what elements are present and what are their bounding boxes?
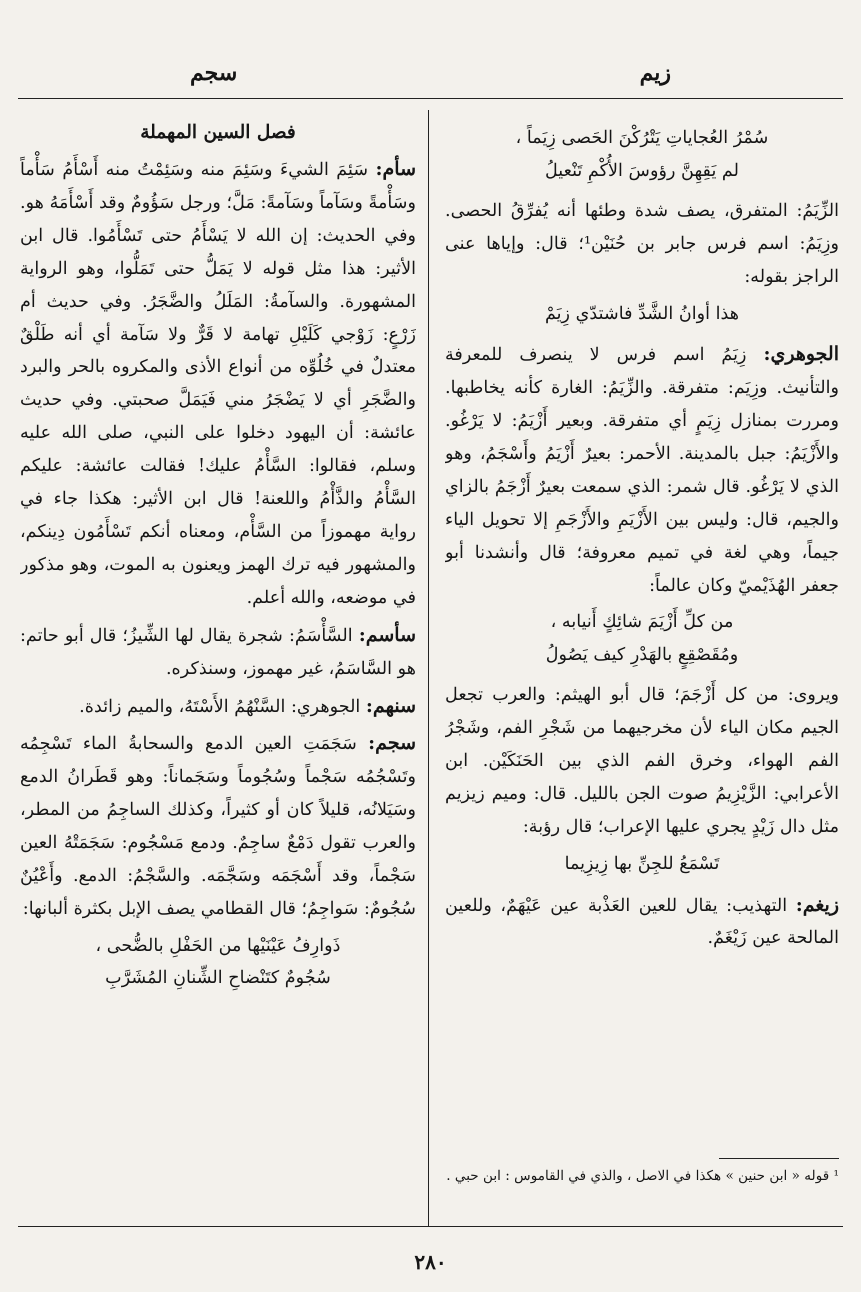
entry-text: زِيَمُ اسم فرس لا ينصرف للمعرفة والتأنيث. وزِيَم: متفرقة. والزِّيَمُ: الغارة كأنه يخاطبها. ومررت بمنازل زِيَمٍ أي متفرقة. وبعير أَزْيَمُ: لا يَرْغُو. والأَزْيَمُ: جبل بالمدينة. الأحمر: بعيرٌ أَزْيَمُ وأَسْجَمُ، وهو الذي لا يَرْغُو. قال شمر: الذي سمعت بعيرٌ أَزْجَمُ بالزاي والجيم، قال: وليس بين الأَزْيَمِ والأَزْجَمِ إلا تحويل الياء جيماً، وهي لغة في تميم معروفة؛ قال وأنشدنا أبو جعفر الهُذَيْميّ وكان عالماً: <box>445 345 839 596</box>
entry-paragraph <box>445 338 839 602</box>
entry-headword: سأسم: <box>358 623 416 646</box>
entry-text: الجوهري: السَّنْهُمُ الأَسْتَهُ، والميم زائدة. <box>79 696 361 717</box>
verse-block <box>20 930 416 995</box>
left-column <box>20 118 416 1192</box>
footer-rule <box>18 1226 843 1227</box>
entry-text: سَجَمَتِ العين الدمع والسحابةُ الماء تَسْجِمُه وتَسْجُمُه سَجْماً وسُجُوماً وسَجَماناً: وهو قَطَرانُ الدمع وسَيَلانُه، قليلاً كان أو كثيراً، وكذلك الساجِمُ من المطر، والعرب تقول دَمْعٌ ساجِمٌ. ودمع مَسْجُوم: سَجَمَتْهُ العين سَجْماً، وقد أَسْجَمَه وسَجَّمَه. والسَّجْمُ: الدمع. وأَعْيُنٌ سُجُومٌ: سَواجِمُ؛ قال القطامي يصف الإبل بكثرة ألبانها: <box>20 734 416 919</box>
footnote: ¹ قوله « ابن حنين » هكذا في الاصل ، والذي في القاموس : ابن حبي . <box>446 1168 839 1184</box>
entry-headword: سجم: <box>368 732 416 755</box>
footnote-rule <box>719 1158 839 1159</box>
verse-block <box>445 122 839 187</box>
entry-paragraph <box>20 619 416 686</box>
entry-headword: سنهم: <box>365 694 416 717</box>
running-header-right: زيم <box>639 60 671 86</box>
entry-text: سَئِمَ الشيءَ وسَئِمَ منه وسَئِمْتُ منه أَسْأَمُ سَأْماً وسَأْمةً وسَآماً وسَآمةً: مَلَّ؛ ورجل سَؤُومٌ وقد أَسْأَمَهُ هو. وفي الحديث: إن الله لا يَسْأَمُ حتى تَسْأَمُوا. قال ابن الأثير: هذا مثل قوله لا يَمَلُّ حتى تَمَلُّوا، وهو الرواية المشهورة. والسآمةُ: المَلَلُ والضَّجَرُ. وفي حديث أم زَرْعٍ: زَوْجي كَلَيْلِ تهامة لا قَرٌّ ولا سَآمة أي أنه طَلْقٌ معتدلٌ في خُلُوِّه من أنواع الأذى والمكروه بالحر والبرد والضَّجَرِ أي لا يَضْجَرُ مني فَيَمَلَّ صحبتي. وفي حديث عائشة: أن اليهود دخلوا على النبي، صلى الله عليه وسلم، فقالوا: السَّأْمُ عليك! فقالت عائشة: عليكم السَّأْمُ والذَّأْمُ واللعنة! قال ابن الأثير: هكذا جاء في رواية مهموزاً من السَّأْم، ومعناه أنكم تَسْأَمُون دِينكم، والمشهور فيه ترك الهمز ويعنون به الموت، وهو مذكور في موضعه، والله أعلم. <box>20 160 416 608</box>
verse-line: تَسْمَعُ للجِنِّ بها زِيزِيما <box>564 854 720 874</box>
verse-line: ومُقَصْقِعٍ بالهَدْرِ كيف يَصُولُ <box>545 644 739 665</box>
verse-line: هذا أوانُ الشَّدِّ فاشتدّي زِيَمْ <box>544 303 740 324</box>
entry-paragraph: ويروى: من كل أَزْجَمَ؛ قال أبو الهيثم: والعرب تجعل الجيم مكان الياء لأن مخرجيهما من شَجْرِ الفم، وشَجْرُ الفم الهواء، وخرق الفم الذي بين الحَنَكَيْن. ابن الأعرابي: الزَّيْزِيمُ صوت الجن بالليل. قال: وميم زيزيم مثل دال زَيْدٍ يجري عليها الإعراب؛ قال رؤبة: <box>445 685 839 838</box>
entry-text: السَّأْسَمُ: شجرة يقال لها الشِّيزُ؛ قال أبو حاتم: هو السَّاسَمُ، غير مهموز، وسنذكره. <box>20 625 416 679</box>
entry-headword: سأم: <box>375 158 416 180</box>
verse-line: سُمْرُ العُجاياتِ يَتْرُكْنَ الحَصى زِيَماً ، <box>515 128 769 148</box>
verse-line: لم يَقِهِنَّ رؤوسَ الأُكْمِ تَنْعيلُ <box>544 160 740 181</box>
entry-text: التهذيب: يقال للعين العَذْبة عين عَيْهَمٌ، وللعين المالحة عين زَيْغَمٌ. <box>445 895 839 949</box>
entry-source: الجوهري: <box>763 343 839 366</box>
entry-paragraph: الزِّيَمُ: المتفرق، يصف شدة وطئها أنه يُفرِّقُ الحصى. وزِيَمُ: اسم فرس جابر بن حُنَيْن¹؛ قال: وإياها عنى الراجز بقوله: <box>445 201 839 287</box>
verse-line: سُجُومٌ كتَنْضاحِ الشِّنانِ المُشَرَّبِ <box>105 968 331 989</box>
entry-paragraph <box>445 889 839 956</box>
section-title: فصل السين المهملة <box>140 122 296 143</box>
entry-paragraph <box>20 727 416 925</box>
page-number: ٢٨٠ <box>414 1250 447 1274</box>
header-rule <box>18 98 843 99</box>
right-column <box>445 118 839 1192</box>
verse-line: من كلِّ أَزْيَمَ شائِكٍ أَنيابه ، <box>550 612 734 633</box>
column-divider <box>428 110 429 1226</box>
verse-block <box>445 606 839 671</box>
entry-paragraph <box>20 153 416 615</box>
verse-line: ذَوارِفُ عَيْنَيْها من الحَفْلِ بالضُّحى ، <box>95 935 341 956</box>
entry-paragraph <box>20 690 416 724</box>
running-header-left: سجم <box>190 60 238 86</box>
entry-headword: زيغم: <box>795 893 839 916</box>
